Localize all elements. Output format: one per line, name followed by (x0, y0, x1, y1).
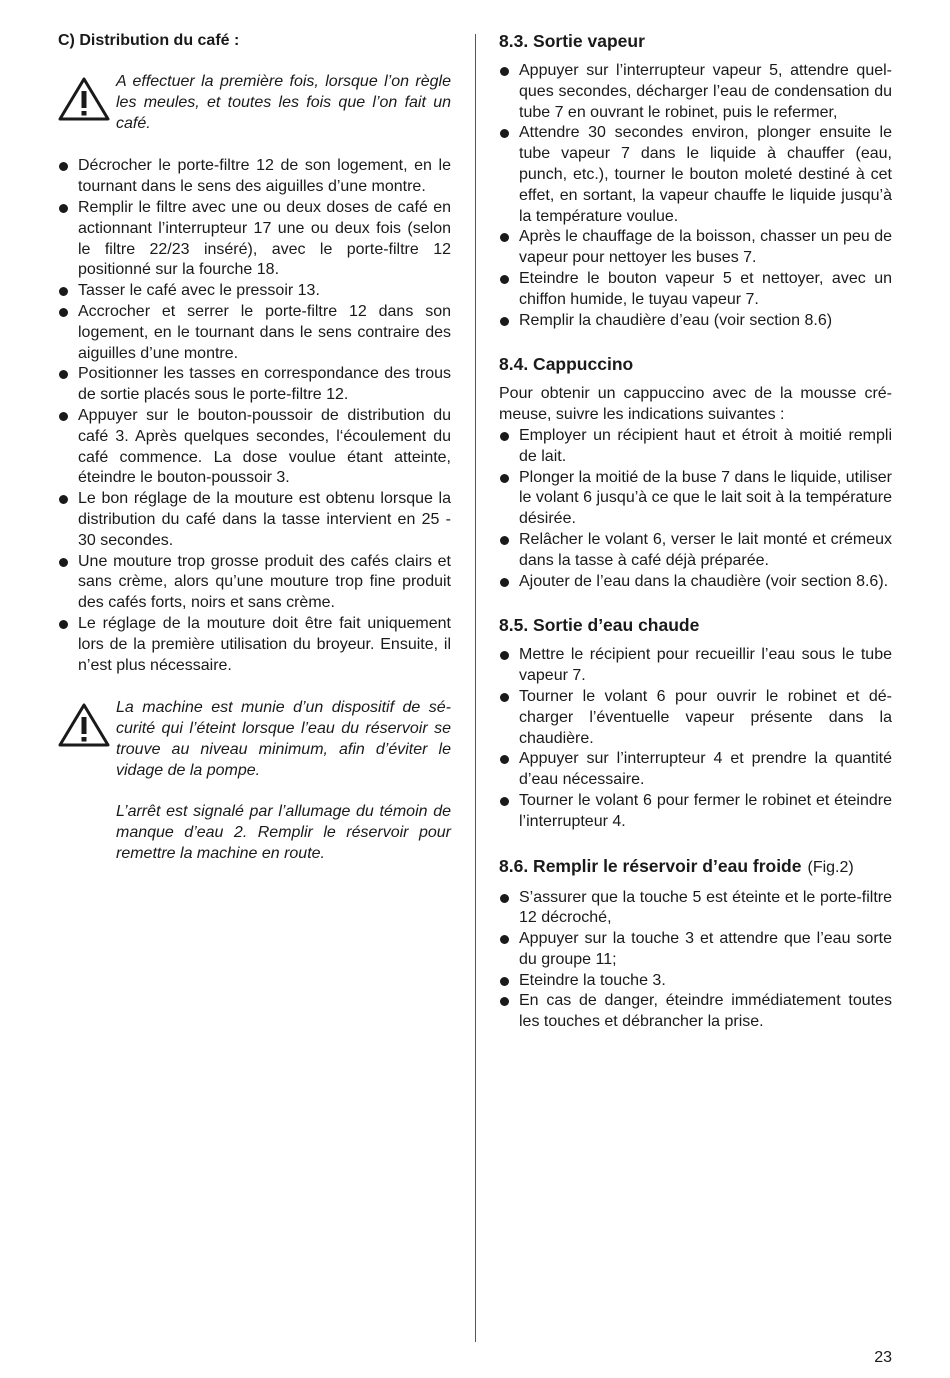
list-item: Après le chauffage de la boisson, chasser un peu de vapeur pour nettoyer les buses 7. (499, 227, 892, 269)
list-item: Accrocher et serrer le porte-filtre 12 dans son logement, en le tournant dans le sens contraire des aiguilles d’une montre. (58, 302, 451, 364)
warning-text-2 (116, 698, 451, 864)
list-item: Relâcher le volant 6, verser le lait monté et crémeux dans la tasse à café déjà préparée. (499, 530, 892, 572)
section-title-8-4: 8.4. Cappuccino (499, 354, 634, 375)
list-item: Remplir la chaudière d’eau (voir section 8.6) (499, 311, 892, 332)
list-item: Appuyer sur la touche 3 et attendre que l’eau sorte du groupe 11; (499, 929, 892, 971)
bullet-list-8-3 (499, 61, 892, 331)
list-item: Tourner le volant 6 pour fermer le robinet et éteindre l’interrupteur 4. (499, 791, 892, 833)
list-item: Eteindre la touche 3. (499, 971, 892, 992)
warning-paragraph: La machine est munie d’un dispositif de sécurité qui l’éteint lorsque l’eau du réservoir se trouve au niveau minimum, afin d’éviter le vidage de la pompe. (116, 699, 451, 779)
section-title-text: 8.6. Remplir le réservoir d’eau froide (499, 855, 802, 876)
warning-paragraph: L’arrêt est signalé par l’allumage du témoin de manque d’eau 2. Remplir le réservoir pour remettre la machine en route. (116, 803, 451, 862)
list-item: Appuyer sur le bouton-poussoir de distribution du café 3. Après quelques secondes, l‘écoulement du café commence. La dose voulue étant atteinte, éteindre le bouton-poussoir 3. (58, 406, 451, 489)
list-item: Appuyer sur l’interrupteur vapeur 5, attendre quelques secondes, décharger l’eau de condensation du tube 7 en ouvrant le robinet, puis le refermer, (499, 61, 892, 123)
list-item: Tasser le café avec le pressoir 13. (58, 281, 451, 302)
list-item: Le bon réglage de la mouture est obtenu lorsque la distribution du café dans la tasse intervient en 25 - 30 secondes. (58, 489, 451, 551)
page-number: 23 (874, 1349, 892, 1366)
list-item: Plonger la moitié de la buse 7 dans le liquide, utiliser le volant 6 jusqu’à ce que le lait soit à la température désirée. (499, 468, 892, 530)
bullet-list-8-6 (499, 888, 892, 1034)
list-item: Une mouture trop grosse produit des cafés clairs et sans crème, alors qu’une mouture trop fine produit des cafés forts, noirs et sans crème. (58, 552, 451, 614)
list-item: Tourner le volant 6 pour ouvrir le robinet et décharger l’éventuelle vapeur présente dans la chaudière. (499, 687, 892, 749)
warning-block-1 (58, 72, 451, 134)
list-item: Eteindre le bouton vapeur 5 et nettoyer, avec un chiffon humide, le tuyau vapeur 7. (499, 269, 892, 311)
list-item: S’assurer que la touche 5 est éteinte et le porte-filtre 12 décroché, (499, 888, 892, 930)
list-item: Appuyer sur l’interrupteur 4 et prendre la quantité d’eau nécessaire. (499, 749, 892, 791)
section-title-8-5: 8.5. Sortie d’eau chaude (499, 615, 700, 636)
section-title-8-3: 8.3. Sortie vapeur (499, 31, 645, 51)
bullet-list-distribution (58, 156, 451, 676)
bullet-list-8-5 (499, 645, 892, 832)
list-item: Positionner les tasses en correspondance des trous de sortie placés sous le porte-filtre 12. (58, 364, 451, 406)
warning-triangle-icon (58, 698, 116, 753)
right-column (499, 30, 892, 1033)
figure-reference: (Fig.2) (807, 858, 854, 876)
list-item: Ajouter de l’eau dans la chaudière (voir section 8.6). (499, 572, 892, 593)
list-item: Attendre 30 secondes environ, plonger ensuite le tube vapeur 7 dans le liquide à chauffer (eau, punch, etc.), tourner le bouton moleté destiné à cet effet, en sortant, la vapeur chauffe le liquide jusqu’à la température voulue. (499, 123, 892, 227)
list-item: Décrocher le porte-filtre 12 de son logement, en le tournant dans le sens des aiguilles d’une montre. (58, 156, 451, 198)
left-column (58, 30, 451, 887)
column-divider (475, 34, 476, 1342)
warning-block-2 (58, 698, 451, 864)
list-item: En cas de danger, éteindre immédiatement toutes les touches et débrancher la prise. (499, 991, 892, 1033)
section-title-8-6 (499, 855, 892, 879)
list-item: Mettre le récipient pour recueillir l’eau sous le tube vapeur 7. (499, 645, 892, 687)
warning-paragraph: A effectuer la première fois, lorsque l’on règle les meules, et toutes les fois que l’on fait un café. (116, 73, 451, 132)
bullet-list-8-4 (499, 426, 892, 592)
warning-triangle-icon (58, 72, 116, 127)
list-item: Le réglage de la mouture doit être fait uniquement lors de la première utilisation du broyeur. Ensuite, il n’est plus nécessaire. (58, 614, 451, 676)
list-item: Employer un récipient haut et étroit à moitié rempli de lait. (499, 426, 892, 468)
section-heading-distribution: C) Distribution du café : (58, 32, 240, 49)
list-item: Remplir le filtre avec une ou deux doses de café en actionnant l’interrupteur 17 une ou deux fois (selon le filtre 22/23 inséré), avec le porte-filtre 12 positionné sur la fourche 18. (58, 198, 451, 281)
warning-text-1 (116, 72, 451, 134)
section-intro: Pour obtenir un cappuccino avec de la mousse crémeuse, suivre les indications suivantes : (499, 385, 892, 424)
